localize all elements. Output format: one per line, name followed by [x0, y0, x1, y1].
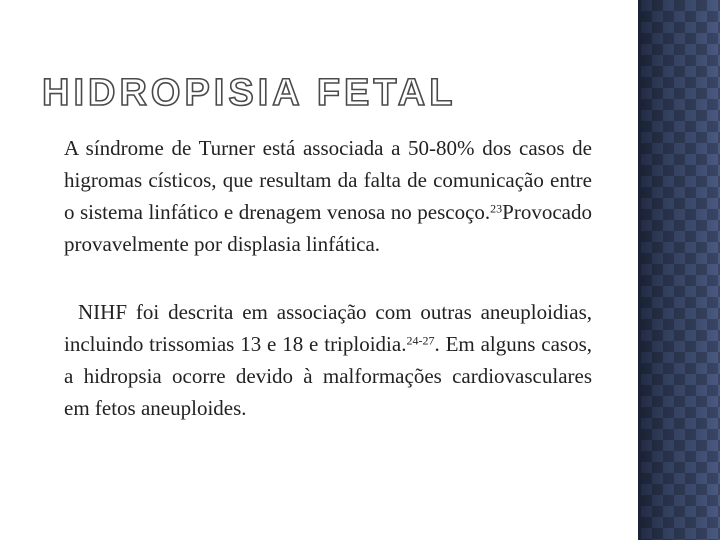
slide-title: HIDROPISIA FETAL [42, 72, 457, 114]
citation-superscript-1: 23 [490, 201, 503, 216]
bullet-paragraph-2 [40, 296, 592, 424]
slide-content [40, 132, 592, 424]
citation-superscript-2: 24-27 [406, 333, 435, 348]
paragraph-2-text-a: NIHF foi descrita em associação com outras aneuploidias, incluindo trissomias 13 e 18 e triploidia. [64, 300, 592, 356]
bullet-paragraph-1 [40, 132, 592, 260]
paragraph-2-text-b: . Em alguns casos, a hidropsia ocorre devido à malformações cardiovasculares em fetos aneuploides. [64, 332, 592, 420]
decorative-sidebar [641, 0, 720, 540]
paragraph-1-text-a: A síndrome de Turner está associada a 50-80% dos casos de higromas císticos, que resultam da falta de comunicação entre o sistema linfático e drenagem venosa no pescoço. [64, 136, 592, 224]
paragraph-1-text-b: Provocado provavelmente por displasia linfática. [64, 200, 592, 256]
